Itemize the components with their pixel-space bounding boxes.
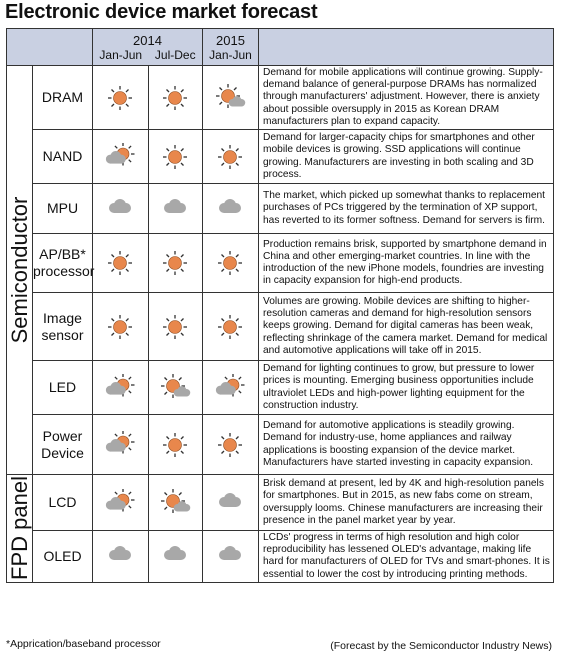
forecast-cell xyxy=(203,415,259,475)
sunny-icon xyxy=(159,318,193,335)
sunny-icon xyxy=(159,89,193,106)
cloudy-icon xyxy=(214,494,248,511)
forecast-cell xyxy=(149,293,203,361)
page-title: Electronic device market forecast xyxy=(5,1,318,23)
forecast-cell xyxy=(149,66,203,130)
item-name xyxy=(33,293,93,361)
item-name xyxy=(33,66,93,130)
cloudy-icon xyxy=(104,548,138,565)
forecast-cell xyxy=(203,234,259,293)
forecast-cell xyxy=(149,130,203,184)
cloudy-then-sunny-icon xyxy=(104,494,138,511)
table-row xyxy=(7,293,554,361)
group-semiconductor xyxy=(7,66,33,475)
group-fpd-panel xyxy=(7,475,33,583)
item-name-line: DRAM xyxy=(41,89,84,105)
forecast-cell xyxy=(203,184,259,234)
sunny-icon xyxy=(214,254,248,271)
forecast-cell xyxy=(93,234,149,293)
item-name-line: OLED xyxy=(43,547,82,564)
forecast-description: Volumes are growing. Mobile devices are shifting to higher-resolution cameras and demand for high-resolution sensors keeps growing. Demand for digital cameras has been weak, reflecting shrinkage of the camera market. Demand for medical and automotive applications will take off in 2015. xyxy=(259,293,554,361)
forecast-cell xyxy=(93,293,149,361)
forecast-cell xyxy=(93,184,149,234)
table-row xyxy=(7,184,554,234)
forecast-table xyxy=(6,28,554,583)
forecast-description: LCDs' progress in terms of high resolution and high color reproducibility has lessened OLED's advantage, making life hard for manufacturers of OLED for TVs and smart-phones. It is essential to lower the cost by introducing printing methods. xyxy=(259,531,554,583)
sunny-icon xyxy=(159,254,193,271)
forecast-description: Production remains brisk, supported by smartphone demand in China and other emerging-market countries. In line with the introduction of the new iPhone models, foundries are investing in capacity expansion for high-end products. xyxy=(259,234,554,293)
forecast-cell xyxy=(149,475,203,531)
table-row xyxy=(7,234,554,293)
year-2014-label: 2014 xyxy=(133,32,162,48)
item-name-line: Device xyxy=(41,444,84,461)
period-2014-h2: Jul-Dec xyxy=(154,47,196,62)
group-label: FPD panel xyxy=(6,476,32,581)
sunny-icon xyxy=(214,148,248,165)
item-name-line: LED xyxy=(48,379,77,396)
sunny-icon xyxy=(104,318,138,335)
sunny-icon xyxy=(159,148,193,165)
forecast-cell xyxy=(93,361,149,415)
item-name-line: LCD xyxy=(48,494,77,511)
cloudy-icon xyxy=(159,200,193,217)
cloudy-then-sunny-icon xyxy=(104,148,138,165)
header-blank xyxy=(7,29,93,66)
forecast-cell xyxy=(149,184,203,234)
forecast-cell xyxy=(93,415,149,475)
item-name-line: AP/BB* xyxy=(39,246,86,263)
table-row xyxy=(7,361,554,415)
forecast-cell xyxy=(93,66,149,130)
forecast-description: The market, which picked up somewhat thanks to replacement purchases of PCs triggered by the termination of XP support, has reverted to its former softness. Demand for servers is firm. xyxy=(259,184,554,234)
item-name-line: MPU xyxy=(46,200,79,217)
period-2015-h1: Jan-Jun xyxy=(209,47,252,62)
forecast-cell xyxy=(203,293,259,361)
cloudy-then-sunny-icon xyxy=(104,436,138,453)
item-name xyxy=(33,361,93,415)
forecast-cell xyxy=(93,531,149,583)
item-name-line: sensor xyxy=(41,326,84,343)
forecast-description: Brisk demand at present, led by 4K and high-resolution panels for smartphones. But in 2015, as new fabs come on stream, oversupply looms. Chinese manufacturers are increasing their presence in the panel market year by year. xyxy=(259,475,554,531)
sunny-icon xyxy=(159,436,193,453)
cloudy-then-sunny-icon xyxy=(104,379,138,396)
source-note: (Forecast by the Semiconductor Industry News) xyxy=(330,640,552,652)
period-2014-h1: Jan-Jun xyxy=(99,47,143,62)
cloudy-then-sunny-icon xyxy=(214,379,248,396)
forecast-cell xyxy=(149,234,203,293)
header-row xyxy=(7,29,554,66)
item-name xyxy=(33,234,93,293)
item-name xyxy=(33,130,93,184)
group-label: Semiconductor xyxy=(6,196,32,344)
forecast-description: Demand for larger-capacity chips for smartphones and other mobile devices is growing. SSD applications will continue growing. Manufacturers are investing in both scaling and 3D process. xyxy=(259,130,554,184)
forecast-cell xyxy=(93,475,149,531)
footnote: *Apprication/baseband processor xyxy=(6,638,161,650)
header-2014 xyxy=(93,29,203,66)
table-row xyxy=(7,130,554,184)
item-name xyxy=(33,531,93,583)
cloudy-icon xyxy=(159,548,193,565)
item-name xyxy=(33,415,93,475)
sunny-then-cloudy-icon xyxy=(159,379,193,396)
item-name xyxy=(33,184,93,234)
table-row xyxy=(7,415,554,475)
header-2015 xyxy=(203,29,259,66)
forecast-cell xyxy=(149,531,203,583)
forecast-cell xyxy=(203,531,259,583)
item-name-line: NAND xyxy=(42,148,83,165)
forecast-cell xyxy=(149,415,203,475)
cloudy-icon xyxy=(214,200,248,217)
forecast-cell xyxy=(203,361,259,415)
forecast-cell xyxy=(203,475,259,531)
cloudy-icon xyxy=(214,548,248,565)
header-desc xyxy=(259,29,554,66)
forecast-cell xyxy=(203,130,259,184)
forecast-description: Demand for mobile applications will continue growing. Supply-demand balance of general-purpose DRAMs has normalized through manufacturers' adjustment. However, there is anxiety about possible oversupply in 2015 as Korean DRAM manufacturers plan to expand capacity. xyxy=(259,66,554,130)
sunny-icon xyxy=(104,254,138,271)
forecast-description: Demand for automotive applications is steadily growing. Demand for industry-use, home appliances and railway applications is boosting expansion of the device market. Manufacturers have started investing in capacity expansion. xyxy=(259,415,554,475)
forecast-description: Demand for lighting continues to grow, but pressure to lower prices is mounting. Emerging business opportunities include ultraviolet LEDs and high-power lighting equipment for the construction industry. xyxy=(259,361,554,415)
sunny-icon xyxy=(214,436,248,453)
forecast-cell xyxy=(149,361,203,415)
item-name-line: Power xyxy=(42,427,83,444)
table-row xyxy=(7,475,554,531)
item-name xyxy=(33,475,93,531)
item-name-line: processor xyxy=(33,263,95,280)
cloudy-icon xyxy=(104,200,138,217)
table-row xyxy=(7,531,554,583)
sunny-then-cloudy-icon xyxy=(214,89,248,106)
sunny-icon xyxy=(104,89,138,106)
sunny-then-cloudy-icon xyxy=(159,494,193,511)
sunny-icon xyxy=(214,318,248,335)
forecast-cell xyxy=(93,130,149,184)
year-2015-label: 2015 xyxy=(216,32,245,48)
forecast-cell xyxy=(203,66,259,130)
table-row xyxy=(7,66,554,130)
item-name-line: Image xyxy=(43,309,82,326)
